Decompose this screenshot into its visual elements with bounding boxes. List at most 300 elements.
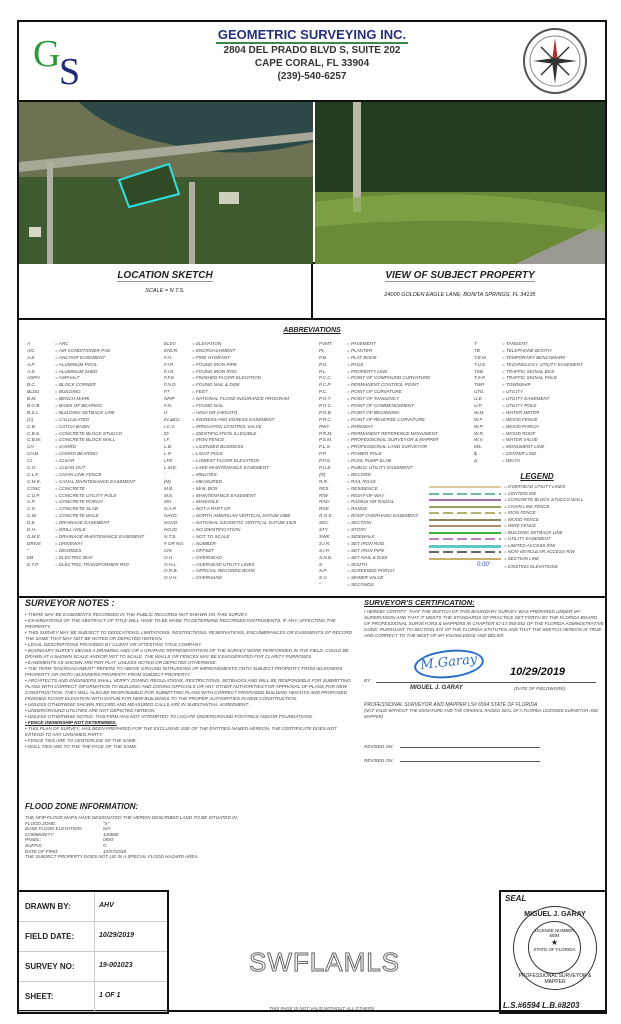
flood-zone-info (25, 802, 238, 860)
abbreviation-code: P.B. (319, 354, 328, 360)
abbreviation-code: P.C. (319, 389, 328, 395)
legend-line-swatch (429, 499, 501, 501)
abbreviation-meaning: = LOWEST FLOOR ELEVATION (192, 458, 259, 464)
legend-line-swatch (429, 558, 501, 560)
by-label: BY: (364, 678, 372, 683)
flood-value: "X" (103, 820, 110, 826)
abbreviation-code: L.B. (164, 444, 173, 450)
abbreviation-meaning: = OVERHEAD (192, 554, 222, 560)
abbreviation-meaning: = RECORD (347, 471, 371, 477)
title-block-label: SURVEY NO: (25, 962, 75, 971)
abbreviation-code: D.E. (27, 520, 36, 526)
abbreviation-code: UTIL (474, 389, 484, 395)
abbreviation-row (27, 444, 144, 451)
legend-line-swatch (429, 525, 501, 527)
abbreviation-row (164, 506, 296, 513)
company-name: GEOMETRIC SURVEYING INC. (217, 27, 407, 42)
abbreviations-column-2 (164, 341, 296, 582)
abbreviation-code: P.L. (319, 368, 327, 374)
surveyor-notes (25, 598, 355, 750)
abbreviation-meaning: = ENCROACHMENT (192, 347, 236, 353)
survey-sheet (17, 20, 607, 1012)
watermark: SWFLAMLS (249, 947, 401, 977)
abbreviation-meaning: = WOOD ROOF (502, 430, 536, 436)
logo-s: S (59, 51, 81, 93)
view-title: VIEW OF SUBJECT PROPERTY (385, 270, 535, 281)
flood-title: FLOOD ZONE INFORMATION: (25, 802, 139, 811)
revised-on-1 (364, 744, 540, 749)
abbreviation-row (319, 582, 439, 589)
abbreviation-code: S.N.D. (319, 554, 333, 560)
abbreviation-code: CH.B. (27, 451, 40, 457)
abbreviation-code: W.P. (474, 423, 484, 429)
abbreviation-code: RES. (319, 485, 330, 491)
abbreviation-meaning: = POOL PUMP SLAB (347, 458, 392, 464)
abbreviation-meaning: = PROFESSIONAL LAND SURVEYOR (347, 444, 428, 450)
abbreviation-meaning: = OVERHANG (192, 575, 223, 581)
abbreviation-meaning: = BASIS OF BEARING (55, 403, 103, 409)
abbreviation-code: P.C.P. (319, 382, 332, 388)
abbreviation-row (164, 465, 296, 472)
note-item: • THIS PLAN OF SURVEY, HAS BEEN PREPARED FOR THE EXCLUSIVE USE OF THE ENTITIES NAMED HEREON, THE CERTIFICATE DOES NOT EXTEND TO ANY UNNAMED PARTY. (25, 726, 355, 738)
psm-line: PROFESSIONAL SURVEYOR AND MAPPER LS# 6594 STATE OF FLORIDA (364, 702, 538, 708)
abbreviation-code: FT (164, 389, 170, 395)
abbreviation-meaning: = INGRESS AND EGRESS EASEMENT (192, 416, 275, 422)
abbreviation-code: M.B. (164, 485, 174, 491)
abbreviation-row (164, 417, 296, 424)
abbreviation-row (27, 437, 144, 444)
abbreviation-meaning: = CONCRETE WALK (55, 513, 99, 519)
abbreviation-code: P.L.S. (319, 444, 331, 450)
abbreviation-code: (M) (164, 478, 171, 484)
abbreviation-row (27, 548, 144, 555)
notes-title: SURVEYOR NOTES : (25, 598, 115, 608)
note-item: • UNLESS OTHERWISE NOTED, THIS FIRM HAS NOT ATTEMPTED TO LOCATE UNDERGROUND FOOTINGS AND/OR FOUNDATIONS. (25, 714, 355, 720)
abbreviation-row (164, 458, 296, 465)
abbreviation-row (27, 520, 144, 527)
abbreviation-meaning: = CALCULATED (55, 416, 89, 422)
abbreviation-code: ENCR. (164, 347, 179, 353)
abbreviation-code: A.P. (27, 361, 36, 367)
abbreviation-meaning: = DRAINAGE MAINTENANCE EASEMENT (55, 533, 145, 539)
abbreviation-code: NGVD (164, 520, 178, 526)
abbreviation-meaning: = IDENTIFICATION ILLEGIBLE (192, 430, 257, 436)
abbreviation-row (164, 341, 296, 348)
abbreviation-code: S.P. (319, 568, 328, 574)
abbreviation-row (474, 417, 583, 424)
abbreviation-row (27, 541, 144, 548)
abbreviation-meaning: = TEMPORARY BENCHMARK (502, 354, 566, 360)
title-block-label: DRAWN BY: (25, 902, 71, 911)
abbreviation-code: C.B.S. (27, 430, 41, 436)
abbreviation-row (319, 362, 439, 369)
abbreviation-code: A.S. (27, 368, 36, 374)
abbreviation-meaning: = NOT TO SCALE (192, 533, 230, 539)
abbreviation-meaning: = PAVEMENT (347, 341, 376, 346)
abbreviation-code: NAVD (164, 513, 177, 519)
title-block-value: 10/29/2019 (99, 932, 135, 939)
abbreviation-row (319, 465, 439, 472)
abbreviation-meaning: = PERMANENT CONTROL POINT (347, 382, 419, 388)
abbreviation-row (164, 369, 296, 376)
abbreviation-row (27, 479, 144, 486)
legend-label: = NON-VEHICULAR ACCESS R/W (504, 549, 575, 554)
note-item: • FENCE OWNERSHIP NOT DETERMINED. (25, 720, 355, 726)
abbreviation-meaning: = DRILL HOLE (55, 527, 86, 533)
legend-title: LEGEND (520, 472, 554, 481)
abbreviation-code: (C) (27, 416, 34, 422)
abbreviation-row (319, 541, 439, 548)
abbreviation-code: M/L (474, 444, 482, 450)
abbreviation-row (319, 562, 439, 569)
abbreviation-code: B.M. (27, 396, 37, 402)
abbreviation-meaning: = NATIONAL GEODETIC VERTICAL DATUM 1929 (192, 520, 297, 526)
abbreviation-row (27, 562, 144, 569)
abbreviation-row (319, 355, 439, 362)
abbreviation-meaning: = ALUMINUM SHED (55, 368, 98, 374)
abbreviation-row (27, 396, 144, 403)
abbreviation-row (319, 513, 439, 520)
abbreviation-row (164, 548, 296, 555)
legend-line-swatch (429, 506, 501, 508)
title-block-value: 19-001023 (99, 962, 133, 969)
abbreviation-meaning: = FIRE HYDRANT (192, 354, 230, 360)
logo-g: G (33, 33, 61, 75)
abbreviation-meaning: = PROPERTY LINE (347, 368, 388, 374)
header (19, 22, 605, 102)
abbreviation-row (164, 410, 296, 417)
abbreviation-meaning: = CONCRETE BLOCK STUCCO (55, 430, 123, 436)
elevation-label: = EXISTING ELEVATIONS (504, 564, 558, 569)
abbreviation-meaning: = WOOD FENCE (502, 416, 538, 422)
abbreviation-row (164, 389, 296, 396)
abbreviation-code: R.O.E. (319, 513, 333, 519)
abbreviation-row (474, 348, 583, 355)
abbreviation-row (27, 355, 144, 362)
abbreviation-meaning: = CLEAR (55, 458, 75, 464)
note-item: • UNLESS OTHERWISE SHOWN RECORD AND MEASURED CALLS ARE IN SUBSTANTIAL AGREEMENT. (25, 702, 355, 708)
abbreviation-meaning: = LAKE MAINTENANCE EASEMENT (192, 465, 269, 471)
title-block (17, 890, 169, 1014)
note-item: • THIS SURVEY MAY BE SUBJECT TO DEDICATIONS, LIMITATIONS, RESTRICTIONS, RESERVATIONS, ENCUMBRANCES OR EASEMENTS OF RECORD THE SAME THAT MAY NOT BE NOTED OR DEPICTED HEREON. (25, 630, 355, 642)
abbreviation-row (164, 493, 296, 500)
abbreviation-meaning: = CHAIN LINK FENCE (55, 471, 102, 477)
abbreviation-row (319, 424, 439, 431)
abbreviation-row (27, 527, 144, 534)
abbreviation-code: P.U.E. (319, 465, 332, 471)
title-block-row (19, 952, 167, 982)
abbreviation-code: NFIP (164, 396, 175, 402)
certification-text: I HEREBY CERTIFY: THAT THE SKETCH OF THIS BOUNDARY SURVEY WAS PREPARED UNDER MY SUPERVISION AND THAT IT MEETS THE STANDARDS OF PRACTICE SET FORTH BY THE FLORIDA BOARD OF PROFESSIONAL SURVEYORS & MAPPERS IN CHAPTER 5J-17.050-052 OF THE FLORIDA ADMINISTRATIVE CODE, PURSUANT TO SECTION 472 OF THE FLORIDA STATUTES AND THAT THE SKETCH HEREON IS TRUE AND CORRECT TO THE BEST OF MY KNOWLEDGE AND BELIEF. (364, 609, 604, 638)
abbreviation-code: O.H. (164, 554, 174, 560)
abbreviation-code: C.M.E. (27, 478, 42, 484)
abbreviation-meaning: = TOWNSHIP (502, 382, 531, 388)
abbreviation-meaning: = ELECTRIC BOX (55, 554, 93, 560)
abbreviation-meaning: = SET IRON PIPE (347, 547, 385, 553)
legend-label: = LIMITED ACCESS R/W (504, 542, 556, 548)
title-block-label: FIELD DATE: (25, 932, 75, 941)
abbreviation-meaning: = HIGH OR (HEIGHT) (192, 409, 238, 415)
abbreviation-code: C.W. (27, 513, 38, 519)
abbreviation-row (27, 382, 144, 389)
abbreviation-meaning: = PLANTER (347, 347, 373, 353)
abbreviation-row (474, 355, 583, 362)
abbreviation-code: IN.&EG. (164, 416, 181, 422)
fieldwork-date: 10/29/2019 (510, 666, 566, 678)
legend-label: = CONCRETE BLOCK STUCCO WALL (504, 497, 584, 502)
abbreviation-code: T.U.E. (474, 361, 487, 367)
abbreviation-row (319, 486, 439, 493)
legend-line-swatch (429, 532, 501, 534)
abbreviation-row (27, 362, 144, 369)
abbreviation-meaning: = OFFICIAL RECORDS BOOK (192, 568, 256, 574)
license-numbers: L.S.#6594 L.B.#8203 (503, 1001, 580, 1010)
abbreviation-code: F.I.R. (164, 368, 175, 374)
aerial-location-image (19, 102, 313, 264)
revised-on-2 (364, 758, 540, 763)
abbreviation-code: A (27, 341, 31, 346)
abbreviation-code: O.R.B. (164, 568, 178, 574)
abbreviation-code: " (319, 582, 321, 588)
abbreviation-row (164, 348, 296, 355)
abbreviation-meaning: = FOUND NAIL (192, 403, 224, 409)
abbreviation-meaning: = PARKWAY (347, 423, 374, 429)
abbreviation-meaning: = NORTH AMERICAN VERTICAL DATUM 1988 (192, 513, 290, 519)
abbreviation-meaning: = ELECTRIC TRANSFORMER PAD (55, 561, 129, 567)
company-info (19, 26, 605, 83)
abbreviation-meaning: = SECTION (347, 520, 372, 526)
abbreviation-code: ℄ (474, 451, 477, 457)
seal-license-label: LICENSE NUMBER (534, 928, 575, 933)
abbreviation-row (319, 410, 439, 417)
flood-label: FLOOD ZONE: (25, 820, 57, 826)
abbreviation-row (164, 424, 296, 431)
abbreviation-meaning: = BENCH MARK (55, 396, 90, 402)
abbreviation-code: ASPH (27, 375, 40, 381)
abbreviation-row (474, 403, 583, 410)
abbreviation-code: RAD. (319, 499, 330, 505)
abbreviation-code: W.M. (474, 409, 485, 415)
abbreviation-row (27, 513, 144, 520)
abbreviation-code: F.F.E. (164, 375, 176, 381)
abbreviations-section (19, 320, 605, 596)
abbreviation-code: T.S.P. (474, 375, 486, 381)
abbreviation-meaning: = SET NAIL & DISK (347, 554, 388, 560)
abbreviation-code: P.O.B. (319, 409, 332, 415)
note-item: • EXAMINATIONS OF THE ABSTRACT OF TITLE WILL HAVE TO BE MADE TO DETERMINE RECORDED INSTRUMENTS, IF ANY, AFFECTING THE PROPERTY. (25, 618, 355, 630)
abbreviation-meaning: = FOUND IRON PIPE (192, 361, 237, 367)
abbreviation-row (474, 410, 583, 417)
abbreviation-code: S.V. (319, 575, 328, 581)
abbreviation-code: PL (319, 347, 325, 353)
abbreviation-code: W.V. (474, 437, 484, 443)
phone: (239)-540-6257 (277, 71, 347, 82)
abbreviation-meaning: = MINUTES (192, 471, 217, 477)
abbreviation-meaning: = POWER POLE (347, 451, 382, 457)
abbreviation-row (319, 444, 439, 451)
note-item: • UNDERGROUND UTILITIES ARE NOT DEPICTED HEREON. (25, 708, 355, 714)
abbreviations-column-4 (474, 341, 583, 465)
location-sketch-caption (19, 264, 313, 320)
abbreviation-meaning: = NOT A PART OF (192, 506, 231, 512)
abbreviation-row (319, 575, 439, 582)
legend-label: = OVERHEAD UTILITY LINES (504, 484, 566, 489)
legend-label: = CENTERLINE (504, 490, 537, 496)
abbreviation-code: ° (27, 547, 29, 553)
legend-label: = BUILDING SETBACK LINE (504, 529, 563, 535)
note-item: • FENCE TIES ARE TO CENTERLINE OF THE SAME. (25, 738, 355, 744)
abbreviation-row (164, 375, 296, 382)
abbreviation-meaning: = CONCRETE SLAB (55, 506, 98, 512)
abbreviation-meaning: = STORY (347, 527, 367, 533)
abbreviation-code: EB (27, 554, 34, 560)
legend-label: = SECTION LINE (504, 555, 540, 561)
abbreviation-meaning: = PROFESSIONAL SURVEYOR & MAPPER (347, 437, 439, 443)
abbreviation-meaning: = TRAFFIC SIGNAL POLE (502, 375, 557, 381)
abbreviation-row (27, 451, 144, 458)
abbreviation-code: A.E. (27, 354, 36, 360)
abbreviation-row (474, 389, 583, 396)
abbreviation-row (319, 396, 439, 403)
legend-label: = WOOD FENCE (504, 516, 539, 522)
abbreviation-row (27, 555, 144, 562)
abbreviation-code: N.A.P. (164, 506, 177, 512)
abbreviation-meaning: = CANAL MAINTENANCE EASEMENT (55, 478, 136, 484)
property-address: 24000 GOLDEN EAGLE LANE, BONITA SPRINGS, FL 34135 (384, 292, 536, 298)
abbreviation-code: P.R.C. (319, 416, 332, 422)
title-block-row (19, 982, 167, 1012)
abbreviation-row (319, 437, 439, 444)
flood-label: BASE FLOOD ELEVATION: (25, 826, 83, 832)
abbreviation-code: TWP (474, 382, 485, 388)
legend-line-swatch (429, 512, 501, 514)
legend-label: = WIRE FENCE (504, 523, 537, 528)
abbreviation-row (164, 403, 296, 410)
abbreviation-row (319, 548, 439, 555)
abbreviation-code: B.O.B. (27, 403, 41, 409)
flood-label: COMMUNITY: (25, 831, 55, 837)
note-item: • EASEMENTS AS SHOWN ARE PER PLAT, UNLESS NOTED OR DEPICTED OTHERWISE. (25, 660, 355, 666)
abbreviation-code: ID (164, 430, 169, 436)
abbreviation-code: P.R.M. (319, 430, 333, 436)
abbreviation-meaning: = FINISHED FLOOR ELEVATION (192, 375, 261, 381)
flood-label: PANEL: (25, 837, 41, 843)
note-item: • ARCHITECTS AND ENGINEERS SHALL VERIFY ZONING REGULATIONS, RESTRICTIONS, SETBACKS AND WILL BE RESPONSIBLE FOR SUBMITTING PLANS WITH CORRECT INFORMATION TO BUILDING AND ZONING OFFICIALS OR ANY OTHER AUTHORITIES FOR APPROVAL OF PLANS FOR NEW CONSTRUCTION. THEY WILL ALSO BE RESPONSIBLE FOR SUBMITTING PLANS WITH CORRECT PROPOSED BUILDING HEIGHTS AND PROPOSED FINISHED FLOOR ELEVATION WITH DATUM FOR NEW BUILDINGS TO THE PROPER AUTHORITIES IN NEW CONSTRUCTION. (25, 678, 355, 702)
revised-label: REVISED ON: (364, 744, 394, 749)
abbreviation-code: B.C. (27, 382, 36, 388)
flood-value: 120680 (103, 831, 119, 837)
abbreviation-code: O.H.L. (164, 561, 178, 567)
legend-line-swatch (429, 551, 501, 553)
flood-value: 0593 (103, 837, 114, 843)
abbreviations-title: ABBREVIATIONS (283, 327, 341, 334)
abbreviation-meaning: = UTILITY EASEMENT (502, 396, 550, 402)
abbreviation-row (474, 431, 583, 438)
abbreviation-row (164, 362, 296, 369)
abbreviation-row (164, 437, 296, 444)
abbreviation-meaning: = TECHNOLOGY UTILITY EASEMENT (502, 361, 583, 367)
title-block-row (19, 922, 167, 952)
flood-value: G (103, 842, 107, 848)
abbreviation-row (319, 472, 439, 479)
title-block-value: AHV (99, 902, 114, 909)
abbreviation-meaning: = SECONDS (347, 582, 374, 588)
abbreviation-row (164, 520, 296, 527)
abbreviation-code: C.B.W. (27, 437, 42, 443)
abbreviation-meaning: = BUILDING (55, 389, 81, 395)
abbreviation-row (27, 348, 144, 355)
note-item: • BOUNDARY SURVEY MEANS A DRAWING AND/ OR A GRAPHIC REPRESENTATION OF THE SURVEY WORK PERFORMED IN THE FIELD, COULD BE DRAWN AT A SHOWN SCALE AND/OR NOT TO SCALE. THE WALLS OR FENCES MAY BE EXAGGERATED FOR CLARITY PURPOSES. (25, 648, 355, 660)
abbreviation-meaning: = SIDEWALK (347, 533, 375, 539)
abbreviation-row (474, 396, 583, 403)
abbreviation-code: E.T.P. (27, 561, 39, 567)
abbreviation-meaning: = IRRIGATION CONTROL VALVE (192, 423, 262, 429)
title-block-row (19, 892, 167, 922)
address-line-1: 2804 DEL PRADO BLVD S, SUITE 202 (223, 45, 401, 56)
abbreviation-meaning: = CONCRETE BLOCK WALL (55, 437, 116, 443)
abbreviation-meaning: = FOUND NAIL & DISK (192, 382, 241, 388)
abbreviation-meaning: = CENTER LINE (502, 451, 537, 457)
seal-box (499, 890, 607, 1014)
fieldwork-date-label: (DATE OF FIELDWORK) (514, 686, 566, 691)
abbreviation-code: TB (474, 347, 480, 353)
abbreviation-meaning: = MANHOLE (192, 499, 219, 505)
abbreviation-meaning: = PERMANENT REFERENCE MONUMENT (347, 430, 438, 436)
seal-profession: PROFESSIONAL SURVEYOR & MAPPER (518, 973, 592, 985)
abbreviation-code: W.F. (474, 416, 483, 422)
abbreviation-meaning: = SEWER VALVE (347, 575, 384, 581)
view-caption (315, 264, 605, 320)
abbreviation-meaning: = AIR CONDITIONER PAD (55, 347, 111, 353)
abbreviation-row (164, 396, 296, 403)
abbreviation-code: STY (319, 527, 328, 533)
abbreviation-meaning: = ARC (55, 341, 69, 346)
abbreviation-code: R.R. (319, 478, 329, 484)
abbreviation-meaning: = MEASURED (192, 478, 222, 484)
abbreviation-row (319, 568, 439, 575)
abbreviation-meaning: = BLOCK CORNER (55, 382, 96, 388)
abbreviation-row (474, 382, 583, 389)
abbreviation-meaning: = OVERHEAD UTILITY LINES (192, 561, 255, 567)
validity-note: (NOT VALID WITHOUT THE SIGNATURE AND THE ORIGINAL RAISED SEAL OF A FLORIDA LICENSED SURVEYOR AND MAPPER) (364, 708, 599, 719)
abbreviation-code: SEC. (319, 520, 330, 526)
abbreviation-meaning: = ELEVATION (192, 341, 222, 346)
abbreviation-row (319, 451, 439, 458)
abbreviation-code: A/C (27, 347, 35, 353)
abbreviation-code: F.I.P. (164, 361, 174, 367)
legend-line-swatch (429, 493, 501, 495)
abbreviation-meaning: = MONUMENT LINE (502, 444, 545, 450)
abbreviation-meaning: = RESIDENCE (347, 485, 378, 491)
abbreviation-row (27, 410, 144, 417)
signature-line (376, 682, 596, 683)
abbreviation-row (164, 355, 296, 362)
legend-label: = CHAIN LINK FENCE (504, 503, 550, 509)
surveyor-seal (513, 906, 597, 990)
abbreviation-meaning: = FEET (192, 389, 208, 395)
abbreviation-meaning: = ANCHOR EASEMENT (55, 354, 106, 360)
legend-line-swatch (429, 545, 501, 548)
abbreviation-meaning: = DEGREES (55, 547, 82, 553)
abbreviation-meaning: = NUMBER (192, 540, 216, 546)
abbreviation-row (319, 479, 439, 486)
abbreviation-row (319, 417, 439, 424)
certification-title: SURVEYOR'S CERTIFICATION: (364, 598, 475, 607)
abbreviation-meaning: = TANGENT (502, 341, 528, 346)
abbreviation-code: MH (164, 499, 172, 505)
abbreviation-meaning: = POINT OF TANGENCY (347, 396, 400, 402)
abbreviation-meaning: = MAINTENANCE EASEMENT (192, 492, 256, 498)
